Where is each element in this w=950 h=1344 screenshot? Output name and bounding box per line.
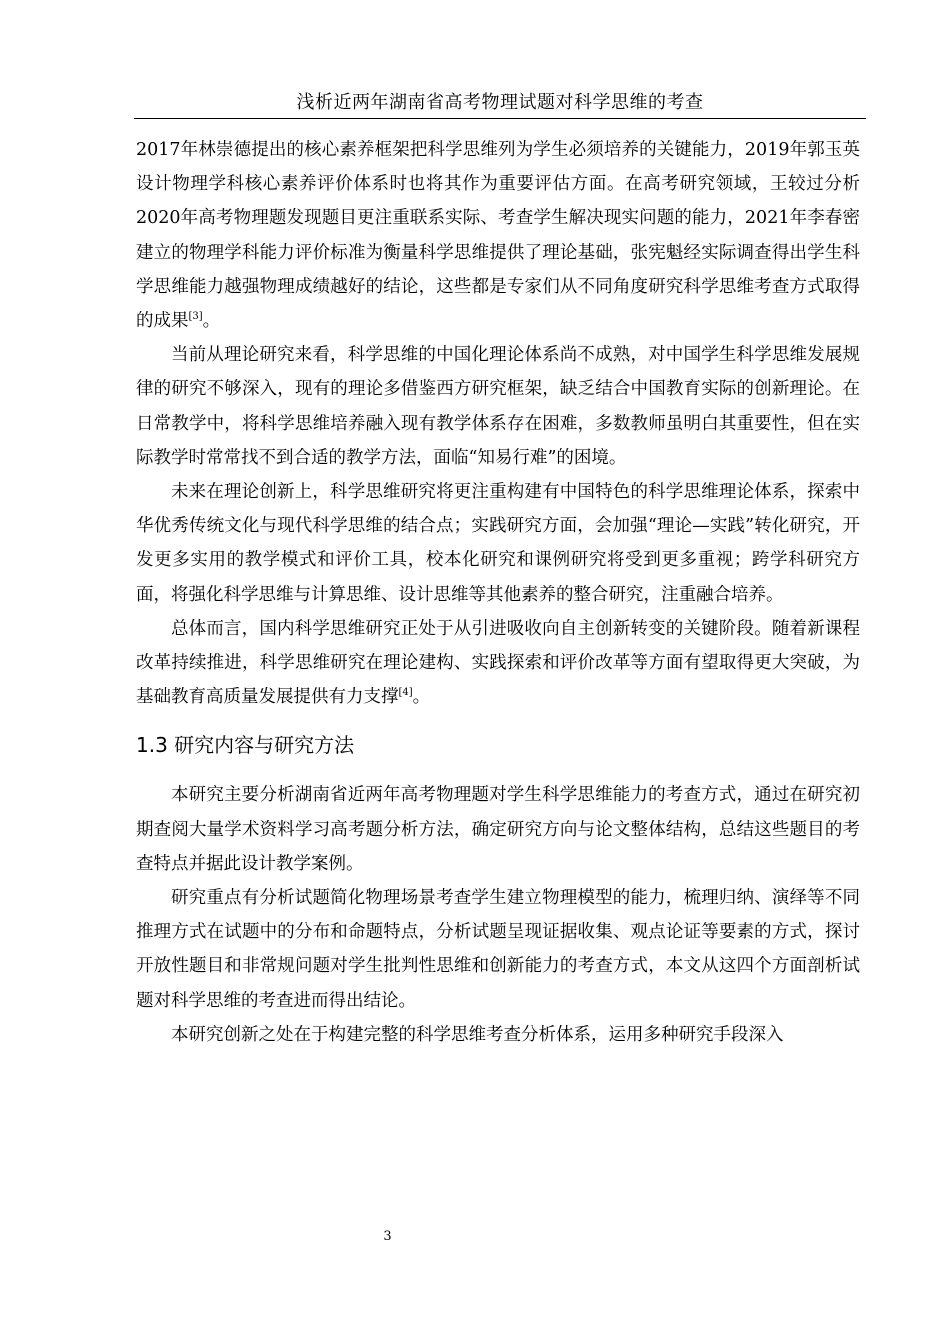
- paragraph-text: 本研究主要分析湖南省近两年高考物理题对学生科学思维能力的考查方式，通过在研究初期查阅大量学术资料学习高考题分析方法，确定研究方向与论文整体结构，总结这些题目的考查特点并据此设计教学案例。: [136, 785, 860, 874]
- paragraph-4: [136, 612, 860, 715]
- paragraph-end: 。: [202, 311, 221, 332]
- paragraph-end: 。: [412, 687, 431, 708]
- section-paragraph-3: [136, 1018, 860, 1052]
- section-paragraph-2: [136, 881, 860, 1018]
- section-heading: 1.3 研究内容与研究方法: [136, 733, 355, 758]
- paragraph-text: 总体而言，国内科学思维研究正处于从引进吸收向自主创新转变的关键阶段。随着新课程改革持续推进，科学思维研究在理论建构、实践探索和评价改革等方面有望取得更大突破，为基础教育高质量发展提供有力支撑: [136, 618, 860, 708]
- citation-ref: [3]: [188, 311, 203, 323]
- running-header-title: 浅析近两年湖南省高考物理试题对科学思维的考查: [296, 92, 704, 113]
- section-paragraph-1: [136, 778, 860, 881]
- citation-ref: [4]: [398, 687, 413, 699]
- paragraph-1: [136, 133, 860, 338]
- paragraph-text: 当前从理论研究来看，科学思维的中国化理论体系尚不成熟，对中国学生科学思维发展规律的研究不够深入，现有的理论多借鉴西方研究框架，缺乏结合中国教育实际的创新理论。在日常教学中，将科学思维培养融入现有教学体系存在困难，多数教师虽明白其重要性，但在实际教学时常常找不到合适的教学方法，面临“知易行难”的困境。: [136, 345, 860, 468]
- running-header: [134, 88, 866, 119]
- page-number: 3: [383, 1229, 392, 1244]
- paragraph-text: 未来在理论创新上，科学思维研究将更注重构建有中国特色的科学思维理论体系，探索中华优秀传统文化与现代科学思维的结合点；实践研究方面，会加强“理论—实践”转化研究，开发更多实用的教学模式和评价工具，校本化研究和课例研究将受到更多重视；跨学科研究方面，将强化科学思维与计算思维、设计思维等其他素养的整合研究，注重融合培养。: [136, 482, 860, 605]
- paragraph-text: 研究重点有分析试题简化物理场景考查学生建立物理模型的能力，梳理归纳、演绎等不同推理方式在试题中的分布和命题特点，分析试题呈现证据收集、观点论证等要素的方式，探讨开放性题目和非常规问题对学生批判性思维和创新能力的考查方式，本文从这四个方面剖析试题对科学思维的考查进而得出结论。: [136, 888, 860, 1011]
- paragraph-2: [136, 338, 860, 475]
- document-body: [136, 133, 860, 1052]
- paragraph-3: [136, 475, 860, 612]
- paragraph-text: 2017年林崇德提出的核心素养框架把科学思维列为学生必须培养的关键能力，2019年郭玉英设计物理学科核心素养评价体系时也将其作为重要评估方面。在高考研究领域，王较过分析2020年高考物理题发现题目更注重联系实际、考查学生解决现实问题的能力，2021年李春密建立的物理学科能力评价标准为衡量科学思维提供了理论基础，张宪魁经实际调查得出学生科学思维能力越强物理成绩越好的结论，这些都是专家们从不同角度研究科学思维考查方式取得的成果: [136, 140, 860, 332]
- paragraph-text: 本研究创新之处在于构建完整的科学思维考查分析体系，运用多种研究手段深入: [171, 1024, 784, 1045]
